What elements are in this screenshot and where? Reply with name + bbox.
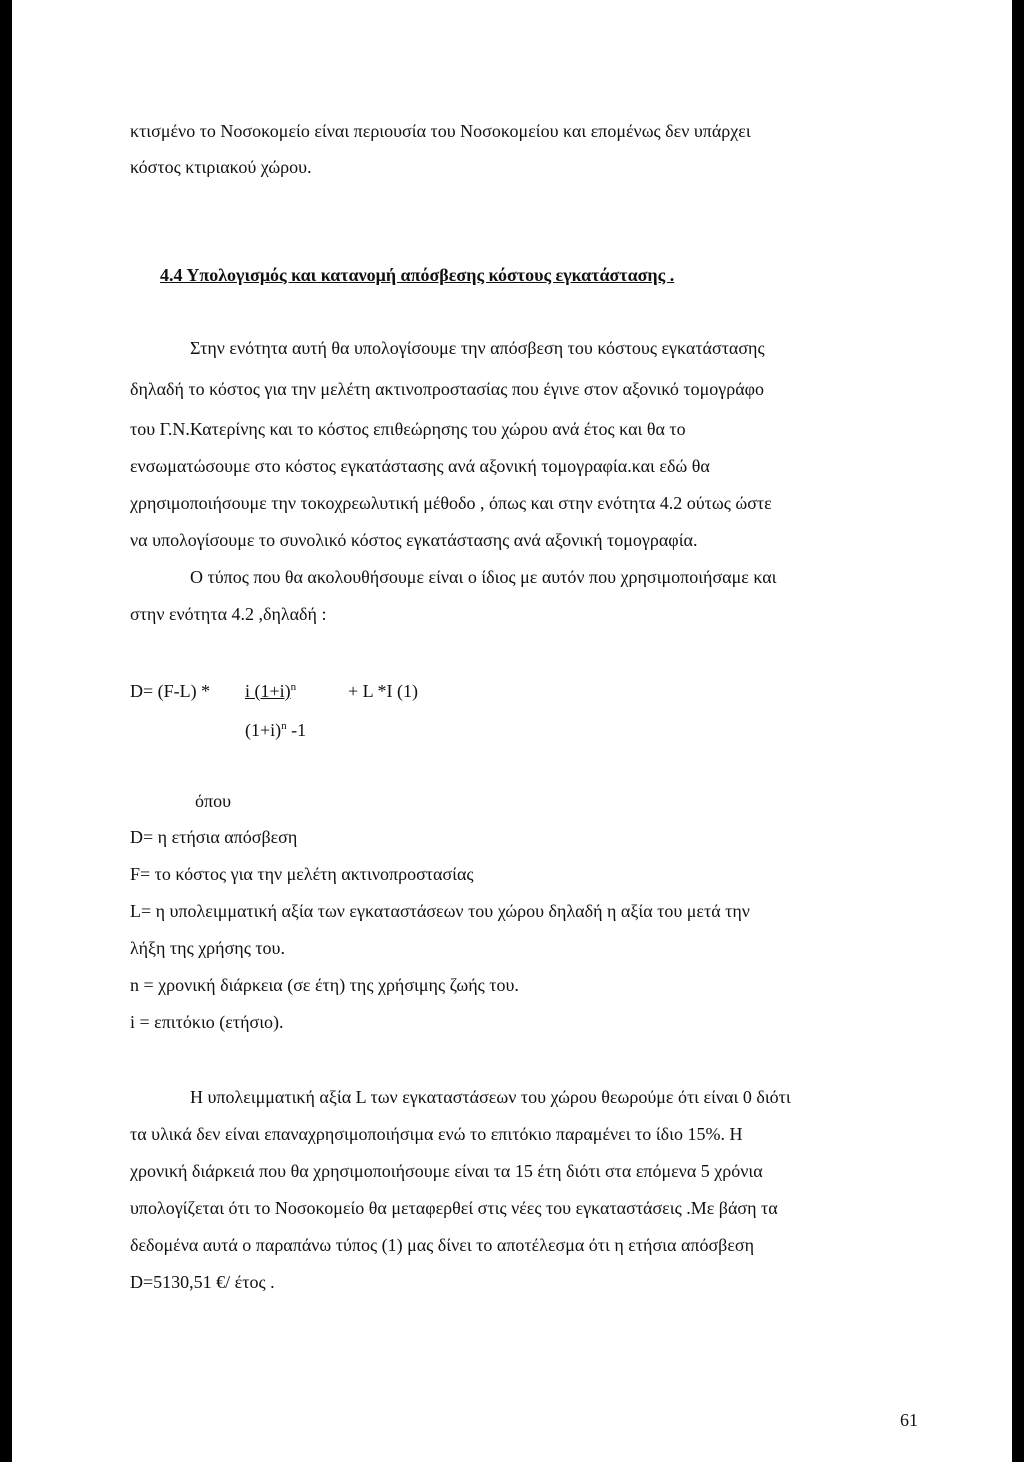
formula-numerator-exponent: n (290, 681, 297, 693)
text-line: δεδομένα αυτά ο παραπάνω τύπος (1) μας δίνει το αποτέλεσμα ότι η ετήσια απόσβεση (130, 1235, 755, 1255)
text-line: τα υλικά δεν είναι επαναχρησιμοποιήσιμα ενώ το επιτόκιο παραμένει το ίδιο 15%. Η (130, 1124, 743, 1144)
document-page (12, 0, 1012, 1462)
formula-denominator (245, 719, 306, 741)
formula-numerator (245, 680, 296, 702)
formula-denominator-exponent: n (281, 720, 287, 732)
text-line: χρησιμοποιήσουμε την τοκοχρεωλυτική μέθοδο , όπως και στην ενότητα 4.2 ούτως ώστε (130, 493, 772, 513)
definition-line: i = επιτόκιο (ετήσιο). (130, 1012, 284, 1032)
text-line: υπολογίζεται ότι το Νοσοκομείο θα μεταφερθεί στις νέες του εγκαταστάσεις .Με βάση τα (130, 1198, 778, 1218)
text-line: δηλαδή το κόστος για την μελέτη ακτινοπροστασίας που έγινε στον αξονικό τομογράφο (130, 379, 765, 399)
section-heading: 4.4 Υπολογισμός και κατανομή απόσβεσης κόστους εγκατάστασης . (160, 265, 675, 285)
text-line: του Γ.Ν.Κατερίνης και το κόστος επιθεώρησης του χώρου ανά έτος και θα το (130, 419, 686, 439)
text-line: ενσωματώσουμε στο κόστος εγκατάστασης ανά αξονική τομογραφία.και εδώ θα (130, 456, 710, 476)
formula-denominator-text: (1+i) (245, 720, 282, 740)
formula-denominator-tail: -1 (286, 720, 307, 740)
text-line: χρονική διάρκειά που θα χρησιμοποιήσουμε είναι τα 15 έτη διότι στα επόμενα 5 χρόνια (130, 1161, 763, 1181)
text-line: Ο τύπος που θα ακολουθήσουμε είναι ο ίδιος με αυτόν που χρησιμοποιήσαμε και (190, 567, 777, 587)
formula-rhs: + L *I (1) (348, 681, 418, 701)
text-line: κόστος κτιριακού χώρου. (130, 157, 312, 177)
text-line: κτισμένο το Νοσοκομείο είναι περιουσία του Νοσοκομείου και επομένως δεν υπάρχει (130, 121, 751, 141)
where-label: όπου (195, 791, 231, 811)
page-number: 61 (900, 1410, 918, 1430)
definition-line: F= το κόστος για την μελέτη ακτινοπροστασίας (130, 864, 474, 884)
formula-lhs: D= (F-L) * (130, 681, 211, 701)
text-line: στην ενότητα 4.2 ,δηλαδή : (130, 604, 327, 624)
text-line: D=5130,51 €/ έτος . (130, 1272, 275, 1292)
text-line: Στην ενότητα αυτή θα υπολογίσουμε την απόσβεση του κόστους εγκατάστασης (190, 338, 765, 358)
text-line: να υπολογίσουμε το συνολικό κόστος εγκατάστασης ανά αξονική τομογραφία. (130, 530, 698, 550)
definition-line: D= η ετήσια απόσβεση (130, 827, 298, 847)
definition-line: λήξη της χρήσης του. (130, 938, 285, 958)
definition-line: n = χρονική διάρκεια (σε έτη) της χρήσιμης ζωής του. (130, 975, 519, 995)
text-line: Η υπολειμματική αξία L των εγκαταστάσεων του χώρου θεωρούμε ότι είναι 0 διότι (190, 1087, 791, 1107)
formula-numerator-text: i (1+i) (245, 681, 291, 701)
definition-line: L= η υπολειμματική αξία των εγκαταστάσεων του χώρου δηλαδή η αξία του μετά την (130, 901, 750, 921)
